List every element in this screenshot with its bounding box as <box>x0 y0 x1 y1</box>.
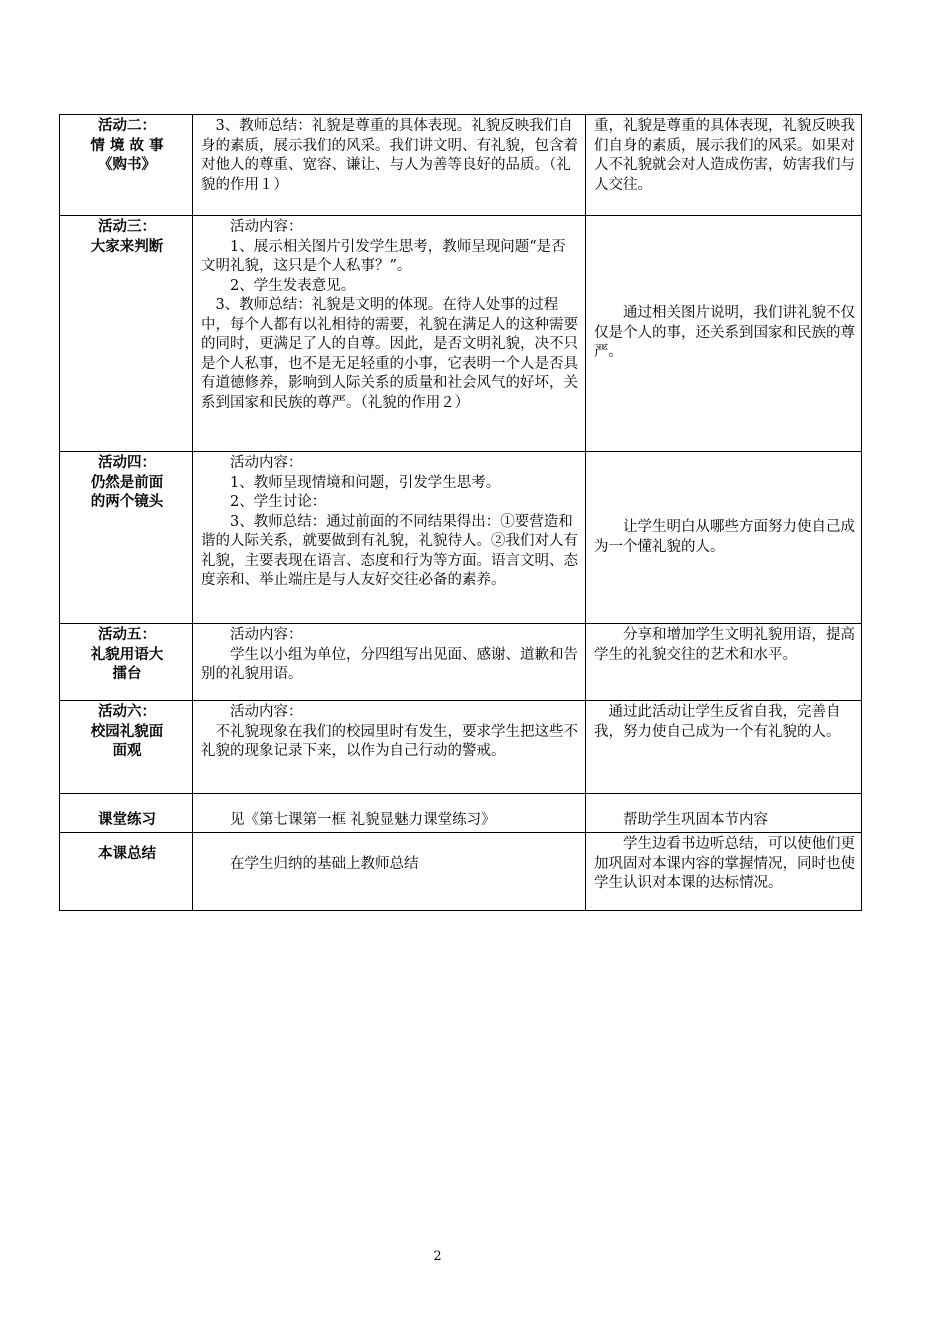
activity-content-cell <box>193 452 586 624</box>
activity-label-cell <box>60 452 193 624</box>
design-purpose-cell <box>586 216 862 452</box>
purpose-paragraph: 让学生明白从哪些方面努力使自己成为一个懂礼貌的人。 <box>594 519 855 555</box>
activity-label-line: 情 境 故 事 <box>90 137 164 154</box>
lesson-plan-table-body <box>60 115 862 911</box>
content-paragraph: 1、教师呈现情境和问题，引发学生思考。 <box>230 474 501 491</box>
design-purpose-cell <box>586 452 862 624</box>
purpose-paragraph: 通过相关图片说明，我们讲礼貌不仅仅是个人的事，还关系到国家和民族的尊严。 <box>594 305 855 361</box>
content-paragraph: 活动内容： <box>230 627 303 643</box>
activity-label-cell <box>60 833 193 911</box>
content-paragraph: 3、教师总结：礼貌是文明的体现。在待人处事的过程中，每个人都有以礼相待的需要，礼貌在满足人的这种需要的同时，更满足了人的自尊。因此，是否文明礼貌，决不只是个人私事，也不是无足轻重的小事，它表明一个人是否具有道德修养，影响到人际关系的质量和社会风气的好坏，关系到国家和民族的尊严。（礼貌的作用２） <box>201 297 578 411</box>
content-paragraph: 活动内容： <box>230 704 303 720</box>
design-purpose-cell <box>586 115 862 216</box>
activity-label-cell <box>60 216 193 452</box>
activity-label-line: 课堂练习 <box>98 811 156 828</box>
activity-content-cell <box>193 115 586 216</box>
activity-label-line: 面观 <box>112 743 142 759</box>
purpose-paragraph: 通过此活动让学生反省自我，完善自我，努力使自己成为一个有礼貌的人。 <box>594 704 841 740</box>
activity-label-line: 校园礼貌面 <box>90 723 164 740</box>
activity-label-line: 活动五： <box>98 627 156 643</box>
table-row <box>60 794 862 833</box>
content-paragraph: 2、学生讨论： <box>230 494 327 510</box>
page-number: 2 <box>433 1249 442 1264</box>
content-paragraph: 3、教师总结：通过前面的不同结果得出：①要营造和谐的人际关系，就要做到有礼貌，礼貌待人。②我们对人有礼貌，主要表现在语言、态度和行为等方面。语言文明、态度亲和、举止端庄是与人友好交往必备的素养。 <box>201 513 578 588</box>
design-purpose-cell <box>586 624 862 701</box>
table-row <box>60 833 862 911</box>
activity-label-cell <box>60 794 193 833</box>
purpose-paragraph: 重，礼貌是尊重的具体表现，礼貌反映我们自身的素质，展示我们的风采。如果对人不礼貌就会对人造成伤害，妨害我们与人交往。 <box>594 118 855 193</box>
purpose-paragraph: 帮助学生巩固本节内容 <box>623 811 768 828</box>
purpose-paragraph: 学生边看书边听总结，可以使他们更加巩固对本课内容的掌握情况，同时也使学生认识对本课的达标情况。 <box>594 836 855 891</box>
table-row <box>60 115 862 216</box>
purpose-paragraph: 分享和增加学生文明礼貌用语，提高学生的礼貌交往的艺术和水平。 <box>594 627 855 663</box>
activity-label-line: 大家来判断 <box>90 238 164 255</box>
activity-label-line: 本课总结 <box>98 846 156 862</box>
design-purpose-cell <box>586 701 862 794</box>
design-purpose-cell <box>586 833 862 911</box>
content-paragraph: 1、展示相关图片引发学生思考，教师呈现问题“是否文明礼貌，这只是个人私事？”。 <box>201 238 566 274</box>
activity-content-cell <box>193 216 586 452</box>
table-row <box>60 216 862 452</box>
content-paragraph: 活动内容： <box>230 219 303 235</box>
activity-label-line: 活动六： <box>98 704 156 720</box>
activity-content-cell <box>193 624 586 701</box>
activity-label-line: 礼貌用语大 <box>90 646 164 663</box>
content-paragraph: 在学生归纳的基础上教师总结 <box>230 856 419 872</box>
activity-label-line: 仍然是前面 <box>90 474 164 491</box>
content-paragraph: 2、学生发表意见。 <box>230 277 356 294</box>
activity-content-cell <box>193 794 586 833</box>
activity-label-line: 擂台 <box>112 666 142 682</box>
design-purpose-cell <box>586 794 862 833</box>
table-row <box>60 452 862 624</box>
table-row <box>60 701 862 794</box>
activity-label-line: 活动三： <box>98 219 156 235</box>
content-paragraph: 3、教师总结：礼貌是尊重的具体表现。礼貌反映我们自身的素质，展示我们的风采。我们讲文明、有礼貌，包含着对他人的尊重、宽容、谦让、与人为善等良好的品质。（礼貌的作用１） <box>201 118 578 193</box>
activity-content-cell <box>193 701 586 794</box>
content-paragraph: 见《第七课第一框 礼貌显魅力课堂练习》 <box>230 811 496 828</box>
lesson-plan-table <box>59 114 862 911</box>
activity-content-cell <box>193 833 586 911</box>
activity-label-line: 活动四： <box>98 455 156 471</box>
table-row <box>60 624 862 701</box>
activity-label-cell <box>60 624 193 701</box>
activity-label-line: 活动二： <box>98 118 156 134</box>
activity-label-line: 《购书》 <box>98 157 156 173</box>
activity-label-cell <box>60 115 193 216</box>
activity-label-line: 的两个镜头 <box>90 494 164 510</box>
content-paragraph: 活动内容： <box>230 455 303 471</box>
activity-label-cell <box>60 701 193 794</box>
content-paragraph: 学生以小组为单位，分四组写出见面、感谢、道歉和告别的礼貌用语。 <box>201 646 578 682</box>
content-paragraph: 不礼貌现象在我们的校园里时有发生，要求学生把这些不礼貌的现象记录下来，以作为自己行动的警戒。 <box>201 723 578 759</box>
